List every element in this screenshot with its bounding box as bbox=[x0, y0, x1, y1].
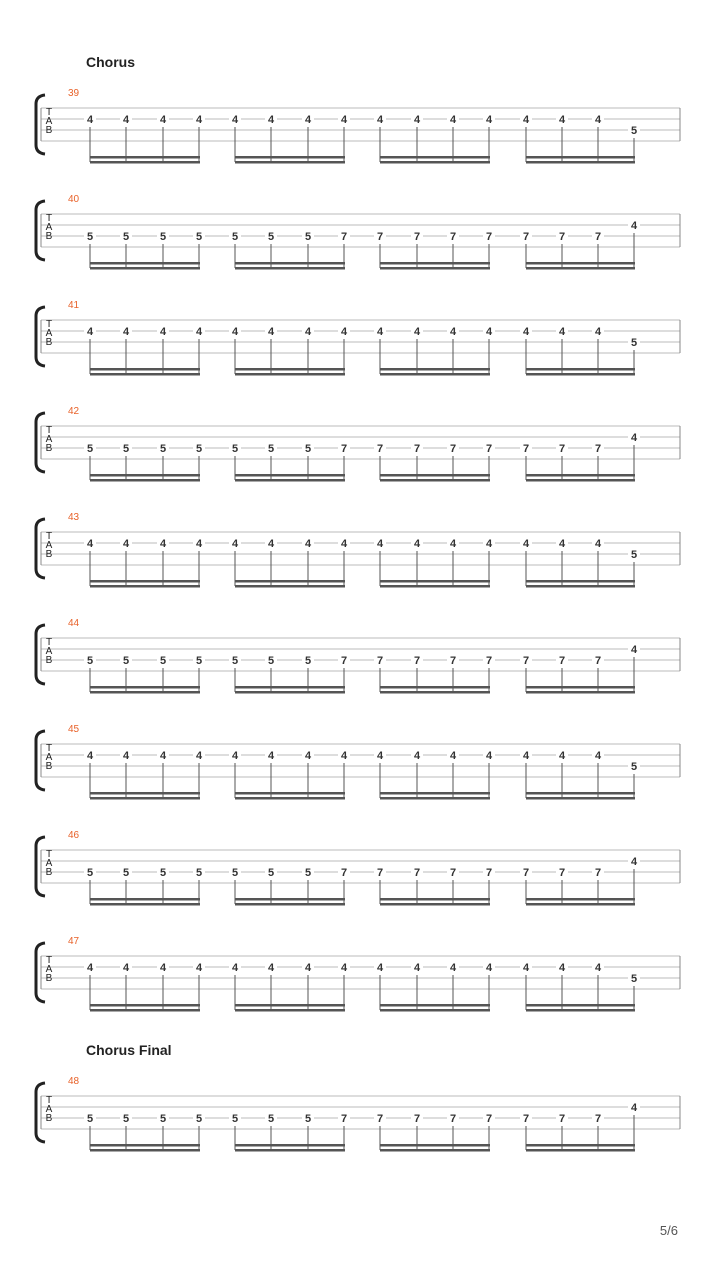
measure-number: 44 bbox=[68, 618, 80, 629]
tab-system bbox=[36, 88, 680, 164]
fret-number: 5 bbox=[122, 231, 130, 243]
beam bbox=[235, 686, 345, 689]
tab-clef-letter: A bbox=[45, 434, 53, 445]
fret-number: 4 bbox=[195, 962, 203, 974]
beam bbox=[235, 1004, 345, 1007]
beam bbox=[526, 267, 635, 270]
tab-clef-letter: A bbox=[45, 116, 53, 127]
fret-number: 7 bbox=[594, 1113, 602, 1125]
beam bbox=[380, 1144, 490, 1147]
fret-number: 4 bbox=[376, 114, 384, 126]
beam bbox=[90, 585, 200, 588]
fret-number: 7 bbox=[413, 1113, 421, 1125]
tab-clef-letter: A bbox=[45, 540, 53, 551]
fret-number: 5 bbox=[86, 231, 94, 243]
fret-number: 4 bbox=[340, 538, 348, 550]
fret-number: 4 bbox=[304, 114, 312, 126]
fret-number: 4 bbox=[376, 750, 384, 762]
beam bbox=[90, 262, 200, 265]
fret-number: 7 bbox=[413, 443, 421, 455]
fret-number: 7 bbox=[449, 655, 457, 667]
beam bbox=[90, 1149, 200, 1152]
tab-system bbox=[36, 1076, 680, 1152]
fret-number: 7 bbox=[558, 655, 566, 667]
beam bbox=[90, 898, 200, 901]
fret-number: 4 bbox=[231, 114, 239, 126]
fret-number: 4 bbox=[86, 326, 94, 338]
fret-number: 4 bbox=[122, 114, 130, 126]
fret-number: 4 bbox=[195, 326, 203, 338]
beam bbox=[90, 691, 200, 694]
tab-clef-letter: A bbox=[45, 222, 53, 233]
fret-number: 4 bbox=[558, 750, 566, 762]
tab-clef-letter: A bbox=[45, 752, 53, 763]
fret-number: 4 bbox=[86, 114, 94, 126]
beam bbox=[90, 1009, 200, 1012]
fret-number: 5 bbox=[231, 655, 239, 667]
beam bbox=[526, 368, 635, 371]
beam bbox=[526, 797, 635, 800]
fret-number: 4 bbox=[413, 962, 421, 974]
fret-number: 7 bbox=[594, 443, 602, 455]
measure-number: 45 bbox=[68, 724, 80, 735]
fret-number: 7 bbox=[522, 231, 530, 243]
fret-number: 5 bbox=[195, 1113, 203, 1125]
tab-system bbox=[36, 300, 680, 376]
fret-number: 4 bbox=[630, 1102, 638, 1114]
fret-number: 4 bbox=[485, 750, 493, 762]
fret-number: 4 bbox=[558, 962, 566, 974]
beam bbox=[380, 903, 490, 906]
fret-number: 5 bbox=[267, 867, 275, 879]
fret-number: 4 bbox=[159, 962, 167, 974]
beam bbox=[526, 373, 635, 376]
fret-number: 7 bbox=[485, 231, 493, 243]
beam bbox=[526, 903, 635, 906]
tab-clef-letter: T bbox=[45, 213, 53, 224]
beam bbox=[380, 1004, 490, 1007]
beam bbox=[90, 474, 200, 477]
beam bbox=[380, 479, 490, 482]
tab-clef-letter: B bbox=[45, 443, 53, 454]
fret-number: 7 bbox=[449, 1113, 457, 1125]
beam bbox=[526, 580, 635, 583]
fret-number: 4 bbox=[340, 114, 348, 126]
fret-number: 4 bbox=[86, 962, 94, 974]
measure-number: 40 bbox=[68, 194, 80, 205]
beam bbox=[235, 585, 345, 588]
fret-number: 4 bbox=[594, 114, 602, 126]
beam bbox=[380, 156, 490, 159]
beam bbox=[380, 792, 490, 795]
fret-number: 7 bbox=[340, 867, 348, 879]
tab-clef-letter: T bbox=[45, 1095, 53, 1106]
fret-number: 7 bbox=[413, 231, 421, 243]
tab-system bbox=[36, 406, 680, 482]
beam bbox=[380, 691, 490, 694]
fret-number: 7 bbox=[485, 443, 493, 455]
fret-number: 4 bbox=[122, 538, 130, 550]
fret-number: 5 bbox=[195, 655, 203, 667]
beam bbox=[526, 262, 635, 265]
measure-number: 48 bbox=[68, 1076, 80, 1087]
fret-number: 5 bbox=[122, 443, 130, 455]
beam bbox=[526, 474, 635, 477]
fret-number: 4 bbox=[86, 750, 94, 762]
fret-number: 4 bbox=[522, 114, 530, 126]
fret-number: 7 bbox=[522, 867, 530, 879]
beam bbox=[380, 368, 490, 371]
fret-number: 5 bbox=[122, 1113, 130, 1125]
fret-number: 4 bbox=[630, 644, 638, 656]
fret-number: 5 bbox=[630, 549, 638, 561]
fret-number: 5 bbox=[630, 973, 638, 985]
measure-number: 46 bbox=[68, 830, 80, 841]
fret-number: 5 bbox=[231, 231, 239, 243]
tab-clef-letter: T bbox=[45, 743, 53, 754]
fret-number: 5 bbox=[304, 1113, 312, 1125]
fret-number: 5 bbox=[231, 443, 239, 455]
beam bbox=[235, 373, 345, 376]
tab-clef-letter: T bbox=[45, 319, 53, 330]
fret-number: 7 bbox=[522, 655, 530, 667]
measure-number: 39 bbox=[68, 88, 80, 99]
fret-number: 5 bbox=[86, 443, 94, 455]
fret-number: 4 bbox=[267, 962, 275, 974]
fret-number: 4 bbox=[376, 538, 384, 550]
fret-number: 4 bbox=[522, 326, 530, 338]
beam bbox=[526, 1004, 635, 1007]
beam bbox=[526, 686, 635, 689]
fret-number: 7 bbox=[413, 867, 421, 879]
beam bbox=[380, 474, 490, 477]
tab-clef-letter: B bbox=[45, 973, 53, 984]
beam bbox=[90, 368, 200, 371]
beam bbox=[235, 1009, 345, 1012]
beam bbox=[526, 691, 635, 694]
beam bbox=[90, 1144, 200, 1147]
fret-number: 4 bbox=[86, 538, 94, 550]
fret-number: 7 bbox=[485, 655, 493, 667]
beam bbox=[526, 161, 635, 164]
fret-number: 4 bbox=[267, 326, 275, 338]
fret-number: 5 bbox=[267, 443, 275, 455]
tab-system bbox=[36, 618, 680, 694]
fret-number: 4 bbox=[485, 326, 493, 338]
fret-number: 4 bbox=[304, 326, 312, 338]
fret-number: 5 bbox=[159, 1113, 167, 1125]
tab-clef-letter: B bbox=[45, 1113, 53, 1124]
fret-number: 4 bbox=[231, 326, 239, 338]
fret-number: 4 bbox=[304, 538, 312, 550]
fret-number: 5 bbox=[159, 443, 167, 455]
fret-number: 4 bbox=[231, 538, 239, 550]
tab-clef-letter: T bbox=[45, 107, 53, 118]
fret-number: 5 bbox=[159, 867, 167, 879]
fret-number: 4 bbox=[413, 750, 421, 762]
fret-number: 4 bbox=[195, 538, 203, 550]
fret-number: 4 bbox=[340, 326, 348, 338]
beam bbox=[90, 580, 200, 583]
beam bbox=[526, 792, 635, 795]
beam bbox=[90, 267, 200, 270]
beam bbox=[380, 585, 490, 588]
beam bbox=[526, 585, 635, 588]
fret-number: 7 bbox=[594, 867, 602, 879]
beam bbox=[380, 267, 490, 270]
fret-number: 4 bbox=[231, 962, 239, 974]
fret-number: 4 bbox=[122, 326, 130, 338]
fret-number: 7 bbox=[376, 443, 384, 455]
beam bbox=[235, 479, 345, 482]
tab-clef-letter: T bbox=[45, 425, 53, 436]
fret-number: 4 bbox=[195, 750, 203, 762]
fret-number: 7 bbox=[376, 655, 384, 667]
fret-number: 5 bbox=[195, 443, 203, 455]
fret-number: 4 bbox=[449, 962, 457, 974]
tab-clef-letter: B bbox=[45, 867, 53, 878]
fret-number: 4 bbox=[485, 538, 493, 550]
beam bbox=[380, 262, 490, 265]
tab-system bbox=[36, 512, 680, 588]
fret-number: 4 bbox=[195, 114, 203, 126]
beam bbox=[90, 903, 200, 906]
fret-number: 5 bbox=[267, 231, 275, 243]
fret-number: 7 bbox=[376, 1113, 384, 1125]
fret-number: 5 bbox=[630, 125, 638, 137]
fret-number: 4 bbox=[522, 538, 530, 550]
beam bbox=[90, 792, 200, 795]
fret-number: 4 bbox=[594, 326, 602, 338]
fret-number: 4 bbox=[558, 326, 566, 338]
beam bbox=[235, 161, 345, 164]
fret-number: 5 bbox=[159, 231, 167, 243]
fret-number: 7 bbox=[449, 443, 457, 455]
fret-number: 5 bbox=[231, 1113, 239, 1125]
fret-number: 7 bbox=[558, 231, 566, 243]
fret-number: 4 bbox=[376, 326, 384, 338]
fret-number: 5 bbox=[159, 655, 167, 667]
beam bbox=[380, 797, 490, 800]
fret-number: 4 bbox=[340, 962, 348, 974]
fret-number: 4 bbox=[231, 750, 239, 762]
fret-number: 7 bbox=[558, 867, 566, 879]
fret-number: 4 bbox=[267, 114, 275, 126]
fret-number: 5 bbox=[630, 337, 638, 349]
fret-number: 4 bbox=[449, 326, 457, 338]
beam bbox=[235, 262, 345, 265]
tab-clef-letter: B bbox=[45, 761, 53, 772]
fret-number: 5 bbox=[86, 655, 94, 667]
fret-number: 4 bbox=[159, 326, 167, 338]
tab-clef-letter: B bbox=[45, 125, 53, 136]
beam bbox=[235, 267, 345, 270]
tab-clef-letter: T bbox=[45, 955, 53, 966]
beam bbox=[235, 580, 345, 583]
tab-clef-letter: T bbox=[45, 849, 53, 860]
fret-number: 7 bbox=[485, 867, 493, 879]
beam bbox=[235, 1144, 345, 1147]
fret-number: 5 bbox=[86, 867, 94, 879]
tab-clef-letter: A bbox=[45, 858, 53, 869]
tab-system bbox=[36, 194, 680, 270]
tab-clef-letter: B bbox=[45, 655, 53, 666]
beam bbox=[526, 1144, 635, 1147]
fret-number: 4 bbox=[304, 962, 312, 974]
beam bbox=[380, 373, 490, 376]
fret-number: 4 bbox=[340, 750, 348, 762]
tab-clef-letter: T bbox=[45, 531, 53, 542]
fret-number: 5 bbox=[195, 231, 203, 243]
fret-number: 4 bbox=[485, 114, 493, 126]
fret-number: 7 bbox=[376, 231, 384, 243]
beam bbox=[90, 161, 200, 164]
beam bbox=[380, 1149, 490, 1152]
fret-number: 7 bbox=[340, 443, 348, 455]
fret-number: 4 bbox=[594, 750, 602, 762]
beam bbox=[235, 156, 345, 159]
beam bbox=[235, 368, 345, 371]
beam bbox=[380, 580, 490, 583]
beam bbox=[380, 686, 490, 689]
fret-number: 5 bbox=[304, 867, 312, 879]
beam bbox=[90, 686, 200, 689]
beam bbox=[90, 479, 200, 482]
fret-number: 4 bbox=[522, 962, 530, 974]
beam bbox=[380, 898, 490, 901]
fret-number: 4 bbox=[449, 750, 457, 762]
tab-system bbox=[36, 936, 680, 1012]
fret-number: 4 bbox=[630, 220, 638, 232]
fret-number: 5 bbox=[267, 1113, 275, 1125]
fret-number: 5 bbox=[195, 867, 203, 879]
beam bbox=[235, 898, 345, 901]
beam bbox=[90, 156, 200, 159]
beam bbox=[90, 797, 200, 800]
beam bbox=[235, 474, 345, 477]
section-title-chorus: Chorus bbox=[86, 54, 135, 70]
beam bbox=[235, 792, 345, 795]
measure-number: 43 bbox=[68, 512, 80, 523]
beam bbox=[90, 373, 200, 376]
fret-number: 4 bbox=[594, 538, 602, 550]
fret-number: 7 bbox=[558, 1113, 566, 1125]
tab-clef-letter: B bbox=[45, 231, 53, 242]
fret-number: 7 bbox=[340, 655, 348, 667]
tab-clef-letter: A bbox=[45, 328, 53, 339]
fret-number: 7 bbox=[485, 1113, 493, 1125]
fret-number: 5 bbox=[304, 655, 312, 667]
beam bbox=[526, 898, 635, 901]
beam bbox=[235, 797, 345, 800]
fret-number: 4 bbox=[376, 962, 384, 974]
tab-clef-letter: A bbox=[45, 1104, 53, 1115]
fret-number: 5 bbox=[304, 231, 312, 243]
tab-clef-letter: B bbox=[45, 337, 53, 348]
tab-system bbox=[36, 830, 680, 906]
fret-number: 4 bbox=[485, 962, 493, 974]
section-title-chorus-final: Chorus Final bbox=[86, 1042, 172, 1058]
fret-number: 4 bbox=[159, 750, 167, 762]
fret-number: 7 bbox=[594, 655, 602, 667]
fret-number: 7 bbox=[340, 1113, 348, 1125]
fret-number: 5 bbox=[86, 1113, 94, 1125]
fret-number: 4 bbox=[267, 538, 275, 550]
beam bbox=[526, 1149, 635, 1152]
fret-number: 5 bbox=[122, 655, 130, 667]
beam bbox=[235, 1149, 345, 1152]
tab-clef-letter: T bbox=[45, 637, 53, 648]
fret-number: 4 bbox=[558, 114, 566, 126]
tab-clef-letter: A bbox=[45, 964, 53, 975]
fret-number: 4 bbox=[630, 856, 638, 868]
beam bbox=[235, 691, 345, 694]
fret-number: 5 bbox=[304, 443, 312, 455]
fret-number: 4 bbox=[630, 432, 638, 444]
measure-number: 41 bbox=[68, 300, 80, 311]
beam bbox=[526, 1009, 635, 1012]
tab-clef-letter: B bbox=[45, 549, 53, 560]
tab-system bbox=[36, 724, 680, 800]
fret-number: 5 bbox=[630, 761, 638, 773]
fret-number: 4 bbox=[122, 962, 130, 974]
fret-number: 7 bbox=[340, 231, 348, 243]
beam bbox=[90, 1004, 200, 1007]
beam bbox=[380, 1009, 490, 1012]
fret-number: 7 bbox=[449, 231, 457, 243]
fret-number: 4 bbox=[159, 114, 167, 126]
fret-number: 5 bbox=[267, 655, 275, 667]
page-number: 5/6 bbox=[659, 1223, 678, 1238]
fret-number: 4 bbox=[413, 326, 421, 338]
fret-number: 4 bbox=[594, 962, 602, 974]
beam bbox=[380, 161, 490, 164]
fret-number: 5 bbox=[122, 867, 130, 879]
beam bbox=[526, 156, 635, 159]
measure-number: 42 bbox=[68, 406, 80, 417]
fret-number: 7 bbox=[594, 231, 602, 243]
beam bbox=[526, 479, 635, 482]
tab-clef-letter: A bbox=[45, 646, 53, 657]
beam bbox=[235, 903, 345, 906]
fret-number: 5 bbox=[231, 867, 239, 879]
fret-number: 4 bbox=[449, 114, 457, 126]
fret-number: 4 bbox=[413, 538, 421, 550]
fret-number: 4 bbox=[159, 538, 167, 550]
fret-number: 4 bbox=[558, 538, 566, 550]
fret-number: 4 bbox=[522, 750, 530, 762]
fret-number: 7 bbox=[376, 867, 384, 879]
fret-number: 7 bbox=[449, 867, 457, 879]
fret-number: 7 bbox=[558, 443, 566, 455]
fret-number: 7 bbox=[522, 443, 530, 455]
fret-number: 7 bbox=[522, 1113, 530, 1125]
fret-number: 4 bbox=[449, 538, 457, 550]
fret-number: 7 bbox=[413, 655, 421, 667]
fret-number: 4 bbox=[122, 750, 130, 762]
fret-number: 4 bbox=[304, 750, 312, 762]
measure-number: 47 bbox=[68, 936, 80, 947]
fret-number: 4 bbox=[413, 114, 421, 126]
fret-number: 4 bbox=[267, 750, 275, 762]
